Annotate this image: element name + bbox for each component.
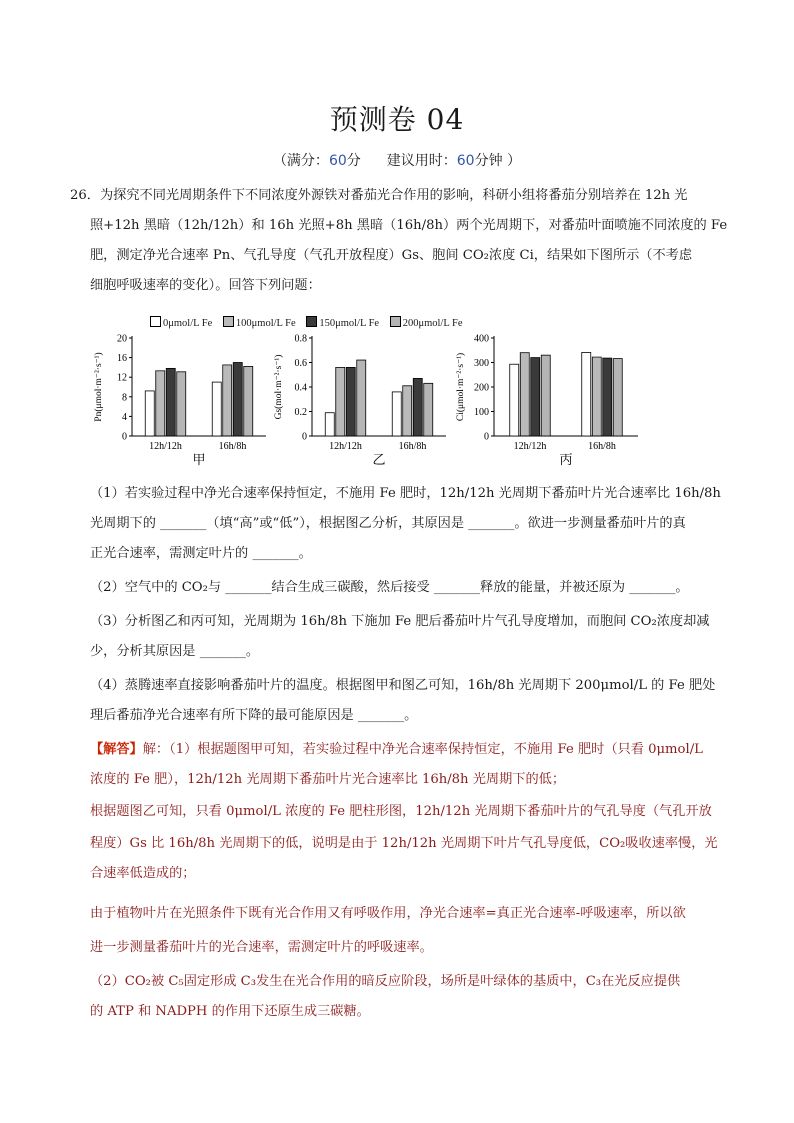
subquestion-line: （1）若实验过程中净光合速率保持恒定，不施用 Fe 肥时，12h/12h 光周期下番茄叶片光合速率比 16h/8h <box>90 486 721 501</box>
y-axis-label: Gs(mol·m⁻²·s⁻¹) <box>274 354 284 420</box>
y-tick-label: 12 <box>117 372 127 384</box>
question-line: 细胞呼吸速率的变化）。回答下列问题： <box>90 278 321 293</box>
subquestion-line: （4）蒸腾速率直接影响番茄叶片的温度。根据图甲和图乙可知，16h/8h 光周期下 200μmol/L 的 Fe 肥处 <box>90 678 716 693</box>
chart-gs <box>270 328 450 466</box>
subquestion-line: （2）空气中的 CO₂与 _______结合生成三碳酸，然后接受 _______释放的能量，并被还原为 _______。 <box>90 580 689 595</box>
bar <box>346 367 355 436</box>
bar <box>244 366 253 436</box>
answer-line <box>90 740 703 760</box>
legend-swatch <box>150 316 161 327</box>
page-title: 预测卷 04 <box>329 103 465 136</box>
bar <box>392 392 401 436</box>
answer-tag: 【解答】 <box>90 742 143 757</box>
bar <box>145 391 154 436</box>
bar <box>177 372 186 436</box>
bar <box>357 360 366 436</box>
legend-swatch <box>390 316 401 327</box>
answer-line: 由于植物叶片在光照条件下既有光合作用又有呼吸作用，净光合速率=真正光合速率-呼吸速率，所以欲 <box>90 906 686 921</box>
bar <box>613 359 622 436</box>
y-axis-label: Pn(μmol·m⁻²·s⁻¹) <box>94 352 104 422</box>
answer-line: 根据题图乙可知，只看 0μmol/L 浓度的 Fe 肥柱形图，12h/12h 光周期下番茄叶片的气孔导度（气孔开放 <box>90 804 712 819</box>
y-tick-label: 4 <box>122 411 127 423</box>
bar <box>603 358 612 436</box>
bar <box>582 352 591 436</box>
bar <box>424 383 433 436</box>
score-value: 60 <box>328 153 347 169</box>
answer-line: 程度）Gs 比 16h/8h 光周期下的低，说明是由于 12h/12h 光周期下叶片气孔导度低，CO₂吸收速率慢，光 <box>90 836 718 851</box>
bar <box>520 353 529 436</box>
time-unit: 分钟 ） <box>474 153 522 169</box>
bar <box>592 357 601 436</box>
bar <box>212 382 221 436</box>
time-label: 建议用时： <box>386 153 457 169</box>
legend-swatch <box>223 316 234 327</box>
legend-label: 0μmol/L Fe <box>163 318 213 329</box>
subquestion-line: 理后番茄净光合速率有所下降的最可能原因是 _______。 <box>90 708 418 723</box>
bar <box>325 413 334 436</box>
y-tick-label: 400 <box>474 333 489 345</box>
answer-line: 合速率低造成的； <box>90 866 196 881</box>
x-tick-label: 16h/8h <box>398 441 427 452</box>
bar <box>531 358 540 436</box>
legend-label: 200μmol/L Fe <box>402 318 463 329</box>
bar <box>403 386 412 436</box>
chart-ci <box>452 328 642 466</box>
bar <box>541 355 550 436</box>
answer-line: 的 ATP 和 NADPH 的作用下还原生成三碳糖。 <box>90 1004 370 1019</box>
chart-panel-label: 甲 <box>192 452 206 466</box>
x-tick-label: 16h/8h <box>588 441 616 452</box>
question-line: 肥，测定净光合速率 Pn、气孔导度（气孔开放程度）Gs、胞间 CO₂浓度 Ci，结果如下图所示（不考虑 <box>90 248 693 263</box>
y-tick-label: 0.4 <box>294 382 307 394</box>
x-tick-label: 16h/8h <box>218 441 247 452</box>
answer-text: 解：（1）根据题图甲可知，若实验过程中净光合速率保持恒定，不施用 Fe 肥时（只看 0μmol/L <box>142 742 703 757</box>
chart-pn <box>90 328 270 466</box>
answer-line: 进一步测量番茄叶片的光合速率，需测定叶片的呼吸速率。 <box>90 940 433 955</box>
y-tick-label: 0.8 <box>294 333 307 345</box>
bar <box>233 363 242 437</box>
y-tick-label: 300 <box>474 358 489 369</box>
subquestion-line: （3）分析图乙和丙可知，光周期为 16h/8h 下施加 Fe 肥后番茄叶片气孔导度增加，而胞间 CO₂浓度却减 <box>90 614 710 629</box>
score-unit: 分 <box>346 153 361 169</box>
chart-panel-label: 乙 <box>372 452 386 466</box>
bar <box>156 371 165 436</box>
bar <box>223 365 232 436</box>
question-line: 26．为探究不同光周期条件下不同浓度外源铁对番茄光合作用的影响，科研小组将番茄分别培养在 12h 光 <box>70 188 688 203</box>
subquestion-line: 正光合速率，需测定叶片的 _______。 <box>90 546 312 561</box>
question-line: 照+12h 黑暗（12h/12h）和 16h 光照+8h 黑暗（16h/8h）两个光周期下，对番茄叶面喷施不同浓度的 Fe <box>90 218 728 233</box>
x-tick-label: 12h/12h <box>329 441 362 452</box>
subquestion-line: 光周期下的 _______（填“高”或“低”），根据图乙分析，其原因是 _______。欲进一步测量番茄叶片的真 <box>90 516 686 531</box>
bar <box>166 368 175 436</box>
legend-label: 150μmol/L Fe <box>319 318 380 329</box>
y-tick-label: 16 <box>117 353 127 365</box>
bar <box>510 364 519 436</box>
y-tick-label: 100 <box>474 407 489 418</box>
time-value: 60 <box>456 153 475 169</box>
x-tick-label: 12h/12h <box>513 441 547 452</box>
y-tick-label: 0 <box>302 431 307 443</box>
answer-line: 浓度的 Fe 肥），12h/12h 光周期下番茄叶片光合速率比 16h/8h 光周期下的低； <box>90 772 566 787</box>
subquestion-line: 少，分析其原因是 _______。 <box>90 644 260 659</box>
y-tick-label: 0 <box>122 431 127 443</box>
chart-panel-label: 丙 <box>559 452 573 466</box>
bar <box>336 367 345 436</box>
y-tick-label: 20 <box>117 333 127 345</box>
bar <box>413 378 422 436</box>
answer-line: （2）CO₂被 C₅固定形成 C₃发生在光合作用的暗反应阶段，场所是叶绿体的基质中，C₃在光反应提供 <box>90 974 681 989</box>
legend-swatch <box>306 316 317 327</box>
exam-info <box>0 150 794 170</box>
score-label: （满分： <box>272 153 329 169</box>
legend-label: 100μmol/L Fe <box>235 318 296 329</box>
y-tick-label: 8 <box>122 392 127 404</box>
y-tick-label: 200 <box>474 382 489 394</box>
y-tick-label: 0.2 <box>294 407 307 418</box>
y-tick-label: 0 <box>484 431 489 443</box>
x-tick-label: 12h/12h <box>149 441 182 452</box>
y-axis-label: Ci(μmol·m⁻²·s⁻¹) <box>456 352 466 422</box>
y-tick-label: 0.6 <box>294 358 307 369</box>
